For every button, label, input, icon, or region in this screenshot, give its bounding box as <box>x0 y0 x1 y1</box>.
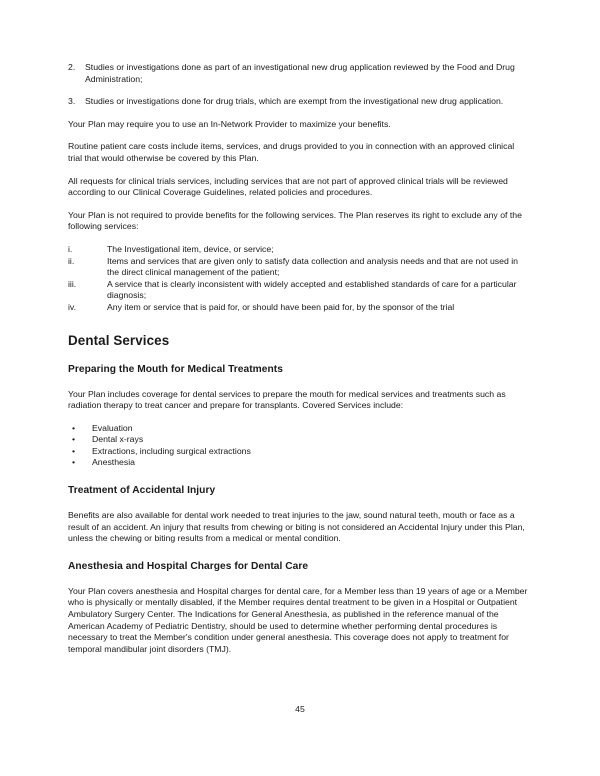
list-item-text: Dental x-rays <box>92 434 144 445</box>
list-item <box>72 434 530 446</box>
clinical-trials-numbered-list <box>68 62 530 108</box>
paragraph-requests-review: All requests for clinical trials services, including services that are not part of approved clinical trials will be reviewed according to our Clinical Coverage Guidelines, related policies and procedures. <box>68 175 508 198</box>
list-item-text: Anesthesia <box>92 457 135 468</box>
paragraph-accidental-injury: Benefits are also available for dental work needed to treat injuries to the jaw, sound natural teeth, mouth or face as a result of an accident. An injury that results from chewing or biting is not considered an Accidental Injury under this Plan, unless the chewing or biting results from a medical or mental condition. <box>68 510 525 544</box>
list-item <box>68 244 530 256</box>
subheading-anesthesia-hospital: Anesthesia and Hospital Charges for Dental Care <box>68 560 309 572</box>
list-item-text: Studies or investigations done for drug trials, which are exempt from the investigational new drug application. <box>85 96 504 107</box>
list-item-text: Items and services that are given only to satisfy data collection and analysis needs and that are not used in the direct clinical management of the patient; <box>107 255 518 278</box>
list-item <box>68 256 530 279</box>
excluded-services-roman-list <box>68 244 530 314</box>
paragraph-not-required: Your Plan is not required to provide benefits for the following services. The Plan reserves its right to exclude any of the following services: <box>68 209 522 232</box>
list-item-text: Any item or service that is paid for, or should have been paid for, by the sponsor of the trial <box>107 301 455 312</box>
bullet-icon: • <box>72 457 76 468</box>
list-item <box>68 302 530 314</box>
list-item-text: Evaluation <box>92 422 133 433</box>
list-item <box>72 457 530 469</box>
list-item <box>72 446 530 458</box>
covered-services-bullet-list <box>68 423 530 469</box>
list-item <box>68 96 530 108</box>
paragraph-in-network: Your Plan may require you to use an In-Network Provider to maximize your benefits. <box>68 118 391 129</box>
paragraph-routine-costs: Routine patient care costs include items, services, and drugs provided to you in connection with an approved clinical trial that would otherwise be covered by this Plan. <box>68 141 515 163</box>
subheading-preparing-mouth: Preparing the Mouth for Medical Treatments <box>68 363 283 375</box>
paragraph-preparing-mouth-intro: Your Plan includes coverage for dental services to prepare the mouth for medical services and treatments such as radiation therapy to treat cancer and prepare for transplants. Covered Services include: <box>68 388 506 411</box>
list-item-text: The Investigational item, device, or service; <box>107 243 274 254</box>
list-item <box>72 423 530 435</box>
paragraph-anesthesia-hospital: Your Plan covers anesthesia and Hospital charges for dental care, for a Member less than 19 years of age or a Member who is physically or mentally disabled, if the Member requires dental treatment to be given in a Hospital or Outpatient Ambulatory Surgery Center. The Indications for General Anesthesia, as published in the reference manual of the American Academy of Pediatric Dentistry, should be used to determine whether performing dental procedures is necessary to treat the Member's condition under general anesthesia. This coverage does not apply to treatment for temporal mandibular joint disorders (TMJ). <box>68 585 528 654</box>
list-marker: iv. <box>68 301 77 312</box>
list-item <box>68 279 530 302</box>
list-marker: i. <box>68 243 73 254</box>
list-marker: iii. <box>68 278 77 289</box>
list-item-text: Extractions, including surgical extractions <box>92 445 251 456</box>
list-item-text: A service that is clearly inconsistent with widely accepted and established standards of care for a particular diagnosis; <box>107 278 517 301</box>
list-marker: 3. <box>68 96 76 107</box>
list-item-text: Studies or investigations done as part of an investigational new drug application reviewed by the Food and Drug Administration; <box>85 62 515 84</box>
bullet-icon: • <box>72 434 76 445</box>
list-item <box>68 62 530 85</box>
section-heading-dental-services: Dental Services <box>68 332 170 348</box>
subheading-accidental-injury: Treatment of Accidental Injury <box>68 485 216 497</box>
bullet-icon: • <box>72 422 76 433</box>
list-marker: ii. <box>68 255 75 266</box>
list-marker: 2. <box>68 62 76 72</box>
bullet-icon: • <box>72 445 76 456</box>
page-number-footer: 45 <box>295 704 305 714</box>
